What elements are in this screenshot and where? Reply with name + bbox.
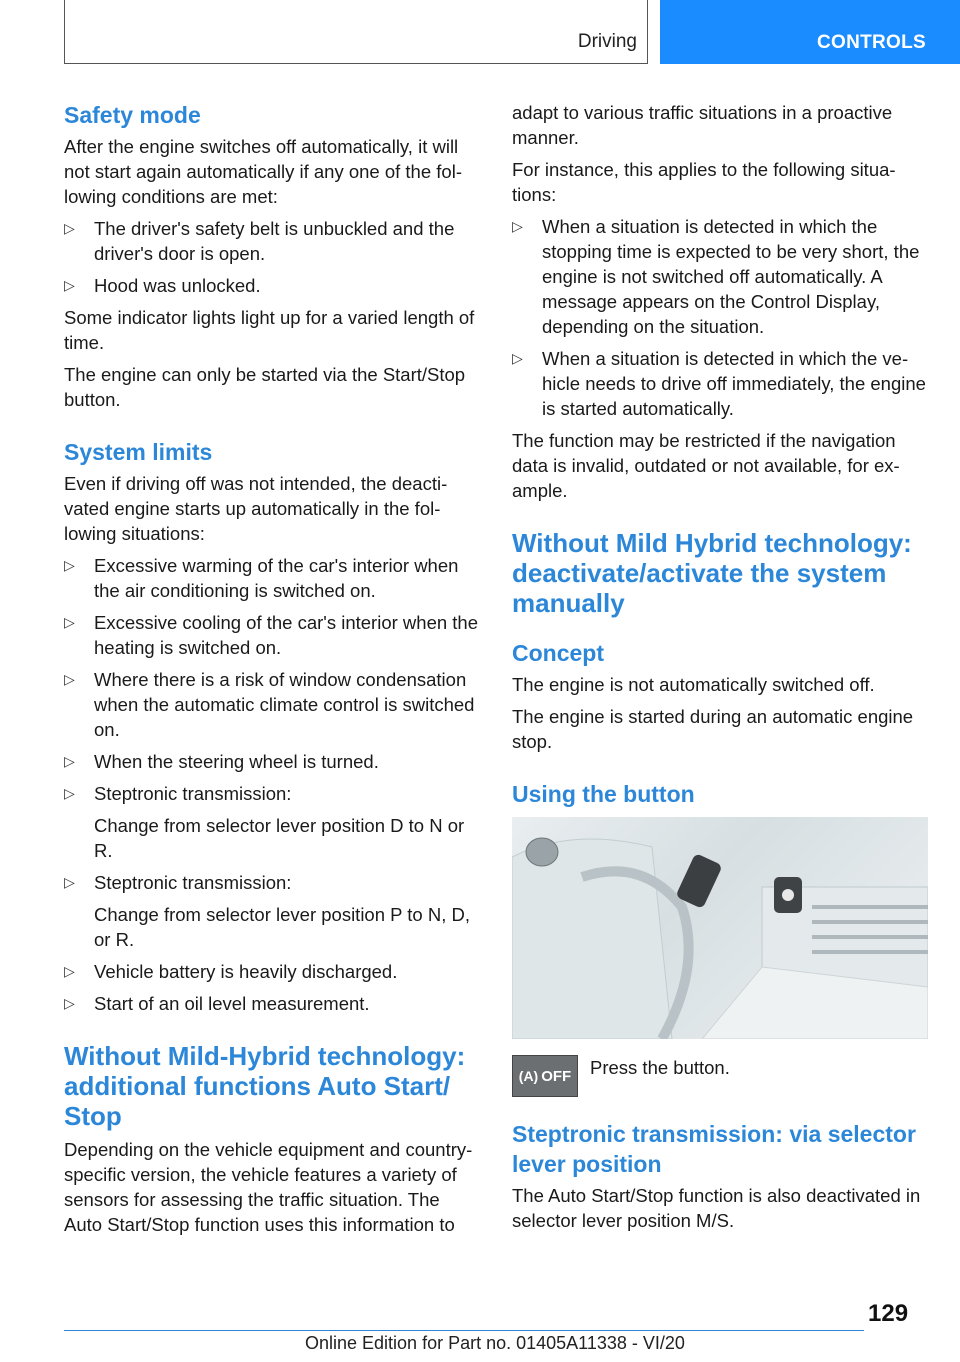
triangle-bullet-icon: ▷ bbox=[64, 874, 75, 890]
header-chapter-box bbox=[660, 0, 960, 64]
list-item: ▷ Excessive warming of the car's interior when the air conditioning is switched on. bbox=[64, 555, 459, 601]
list-item: ▷ When a situation is detected in which the stopping time is expected to be very short, the engine is not switched off automatically. A message appears on the Control Display, depending on the situation. bbox=[512, 216, 920, 337]
list-item: ▷ Excessive cooling of the car's interior when the heating is switched on. bbox=[64, 612, 479, 658]
list-item: ▷ Steptronic transmission: Change from selector lever position D to N or R. bbox=[64, 783, 465, 861]
system-limits-heading: System limits bbox=[64, 439, 213, 465]
concept-p1: The engine is not automatically switched off. bbox=[512, 674, 875, 695]
additional-functions-text: Depending on the vehicle equipment and country-specific version, the vehicle features a variety of sensors for assessing the traffic situation. The Auto Start/Stop function uses this information to bbox=[64, 1139, 473, 1235]
triangle-bullet-icon: ▷ bbox=[64, 785, 75, 801]
situations-list bbox=[512, 214, 928, 421]
continued-text: adapt to various traffic situations in a proactive manner. bbox=[512, 102, 893, 148]
press-button-text: Press the button. bbox=[590, 1057, 730, 1078]
triangle-bullet-icon: ▷ bbox=[64, 753, 75, 769]
list-item: ▷ When the steering wheel is turned. bbox=[64, 751, 379, 772]
list-item: ▷ When a situation is detected in which the vehicle needs to drive off immediately, the engine is started automatically. bbox=[512, 348, 926, 419]
for-instance-text: For instance, this applies to the following situations: bbox=[512, 159, 896, 205]
list-item: ▷ Hood was unlocked. bbox=[64, 275, 261, 296]
system-limits-intro: Even if driving off was not intended, the deactivated engine starts up automatically in the following situations: bbox=[64, 473, 448, 544]
list-item: ▷ Vehicle battery is heavily discharged. bbox=[64, 961, 398, 982]
triangle-bullet-icon: ▷ bbox=[64, 614, 75, 630]
auto-start-stop-off-button-icon: (A) OFF bbox=[512, 1055, 578, 1097]
list-item: ▷ Where there is a risk of window condensation when the automatic climate control is switched on. bbox=[64, 669, 475, 740]
system-limits-list bbox=[64, 553, 480, 1016]
concept-heading: Concept bbox=[512, 640, 604, 666]
list-item: ▷ Start of an oil level measurement. bbox=[64, 993, 370, 1014]
safety-mode-intro: After the engine switches off automatically, it will not start again automatically if any one of the following conditions are met: bbox=[64, 136, 462, 207]
button-instruction bbox=[512, 1053, 928, 1097]
header-chapter: CONTROLS bbox=[816, 32, 926, 53]
triangle-bullet-icon: ▷ bbox=[64, 557, 75, 573]
restricted-text: The function may be restricted if the navigation data is invalid, outdated or not available, for example. bbox=[512, 430, 900, 501]
triangle-bullet-icon: ▷ bbox=[64, 277, 75, 293]
steptronic-text: The Auto Start/Stop function is also deactivated in selector lever position M/S. bbox=[512, 1185, 921, 1231]
dashboard-illustration bbox=[512, 817, 928, 1039]
additional-functions-heading: Without Mild-Hybrid technology: additional functions Auto Start/ Stop bbox=[64, 1041, 466, 1131]
triangle-bullet-icon: ▷ bbox=[64, 220, 75, 236]
manual-heading: Without Mild Hybrid technology: deactivate/activate the system manually bbox=[512, 528, 912, 618]
header-section-box bbox=[64, 0, 648, 64]
dashboard-photo bbox=[512, 817, 928, 1039]
safety-mode-heading: Safety mode bbox=[64, 102, 201, 128]
triangle-bullet-icon: ▷ bbox=[512, 218, 523, 234]
left-column bbox=[64, 100, 480, 1244]
footer-divider bbox=[64, 1330, 864, 1331]
steptronic-heading: Steptronic transmission: via selector lever position bbox=[512, 1121, 916, 1177]
concept-p2: The engine is started during an automatic engine stop. bbox=[512, 706, 914, 752]
footer-edition: Online Edition for Part no. 01405A11338 - VI/20 bbox=[305, 1333, 685, 1353]
right-column bbox=[512, 100, 928, 1240]
using-button-heading: Using the button bbox=[512, 781, 695, 807]
triangle-bullet-icon: ▷ bbox=[64, 995, 75, 1011]
safety-mode-p2: The engine can only be started via the Start/Stop button. bbox=[64, 364, 466, 410]
list-item: ▷ Steptronic transmission: Change from selector lever position P to N, D, or R. bbox=[64, 872, 470, 950]
page-number: 129 bbox=[868, 1300, 909, 1327]
triangle-bullet-icon: ▷ bbox=[512, 350, 523, 366]
triangle-bullet-icon: ▷ bbox=[64, 671, 75, 687]
triangle-bullet-icon: ▷ bbox=[64, 963, 75, 979]
safety-mode-list bbox=[64, 216, 480, 298]
safety-mode-p1: Some indicator lights light up for a varied length of time. bbox=[64, 307, 475, 353]
list-item: ▷ The driver's safety belt is unbuckled and the driver's door is open. bbox=[64, 218, 455, 264]
header-section: Driving bbox=[577, 31, 637, 52]
